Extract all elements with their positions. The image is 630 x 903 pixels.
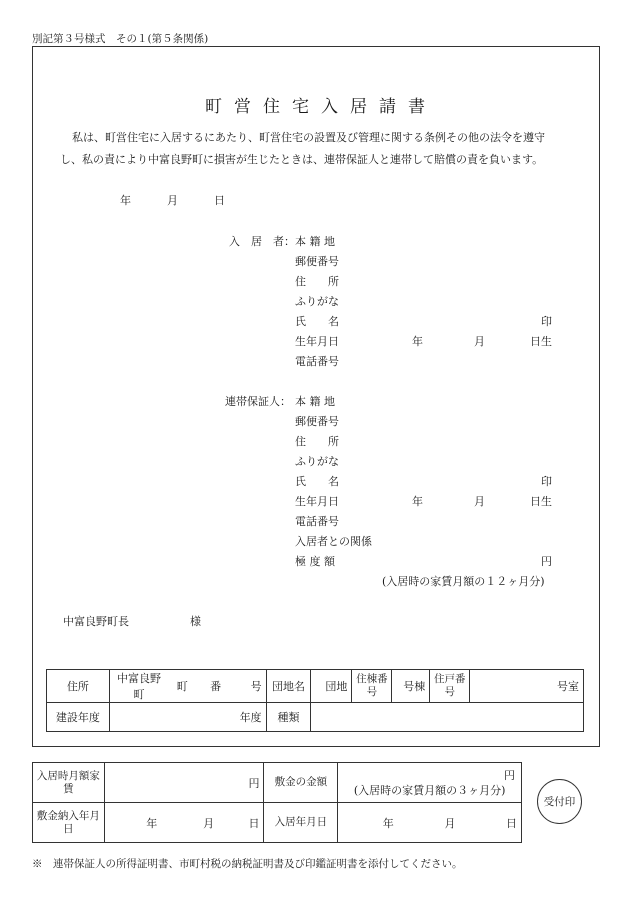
tenant-heading: 入 居 者： (229, 235, 295, 248)
tenant-seal-mark: 印 (541, 315, 552, 328)
date-month: 月 (167, 194, 178, 207)
guarantor-field-phone: 電話番号 (295, 515, 339, 528)
move-in-label: 入居年月日 (264, 803, 338, 843)
move-in-day: 日 (460, 803, 522, 843)
building-unit: 号棟 (392, 670, 430, 703)
form-title: 町営住宅入居請書 (205, 97, 437, 117)
guarantor-birth-year: 年 (412, 495, 423, 508)
guarantor-field-honseki: 本 籍 地 (295, 395, 335, 408)
type-value (311, 703, 584, 732)
deposit-cell (338, 763, 522, 803)
rent-label: 入居時月額家賃 (33, 763, 105, 803)
move-in-month: 月 (398, 803, 460, 843)
tenant-birth-day: 日生 (530, 335, 552, 348)
built-year-label: 建設年度 (47, 703, 110, 732)
type-label: 種類 (266, 703, 311, 732)
go-label: 号 (235, 670, 266, 703)
guarantor-field-limit: 極 度 額 (295, 555, 335, 568)
deposit-paid-month: 月 (161, 803, 218, 843)
guarantor-field-birthdate: 生年月日 (295, 495, 339, 508)
addressee-honorific: 様 (190, 615, 201, 628)
deposit-paid-label: 敷金納入年月日 (33, 803, 105, 843)
tenant-field-phone: 電話番号 (295, 355, 339, 368)
rent-deposit-table (32, 762, 522, 843)
guarantor-field-name: 氏 名 (295, 475, 339, 488)
address-label: 住所 (47, 670, 110, 703)
form-number-note: 別記第３号様式 その１(第５条関係) (32, 33, 209, 45)
danchi-name-label: 団地名 (266, 670, 311, 703)
tenant-field-postal: 郵便番号 (295, 255, 339, 268)
built-year-unit: 年度 (109, 703, 266, 732)
intro-paragraph (60, 127, 580, 171)
reception-stamp-circle (537, 779, 582, 824)
guarantor-birth-month: 月 (474, 495, 485, 508)
guarantor-limit-unit: 円 (541, 555, 552, 568)
move-in-year: 年 (338, 803, 398, 843)
guarantor-heading: 連帯保証人： (225, 395, 291, 408)
date-year: 年 (120, 194, 131, 207)
guarantor-seal-mark: 印 (541, 475, 552, 488)
guarantor-birth-day: 日生 (530, 495, 552, 508)
tenant-field-birthdate: 生年月日 (295, 335, 339, 348)
cho-label: 町 (168, 670, 196, 703)
intro-line-2: し、私の責により中富良野町に損害が生じたときは、連帯保証人と連帯して賠償の責を負います。 (60, 153, 544, 166)
deposit-unit: 円 (504, 768, 515, 782)
guarantor-field-postal: 郵便番号 (295, 415, 339, 428)
ban-label: 番 (196, 670, 235, 703)
date-day: 日 (214, 194, 225, 207)
tenant-field-furigana: ふりがな (295, 295, 339, 308)
room-number-label: 住戸番号 (430, 670, 470, 703)
guarantor-limit-note: (入居時の家賃月額の１２ヶ月分) (382, 575, 545, 588)
rent-unit: 円 (104, 763, 264, 803)
intro-line-1: 私は、町営住宅に入居するにあたり、町営住宅の設置及び管理に関する条例その他の法令を遵守 (72, 131, 545, 144)
deposit-paid-year: 年 (104, 803, 161, 843)
deposit-note: (入居時の家賃月額の３ヶ月分) (353, 783, 506, 797)
room-unit: 号室 (470, 670, 584, 703)
danchi-unit: 団地 (311, 670, 352, 703)
deposit-paid-day: 日 (218, 803, 264, 843)
guarantor-field-relation: 入居者との関係 (295, 535, 372, 548)
tenant-field-address: 住 所 (295, 275, 339, 288)
building-number-label: 住棟番号 (352, 670, 392, 703)
town-name: 中富良野町 (109, 670, 168, 703)
footnote: ※ 連帯保証人の所得証明書、市町村税の納税証明書及び印鑑証明書を添付してください。 (32, 858, 463, 870)
guarantor-field-furigana: ふりがな (295, 455, 339, 468)
guarantor-field-address: 住 所 (295, 435, 339, 448)
addressee-name: 中富良野町長 (63, 615, 129, 628)
tenant-field-honseki: 本 籍 地 (295, 235, 335, 248)
deposit-label: 敷金の金額 (264, 763, 338, 803)
tenant-birth-month: 月 (474, 335, 485, 348)
reception-stamp-label: 受付印 (543, 796, 576, 808)
tenant-birth-year: 年 (412, 335, 423, 348)
tenant-field-name: 氏 名 (295, 315, 339, 328)
property-table (46, 669, 584, 732)
